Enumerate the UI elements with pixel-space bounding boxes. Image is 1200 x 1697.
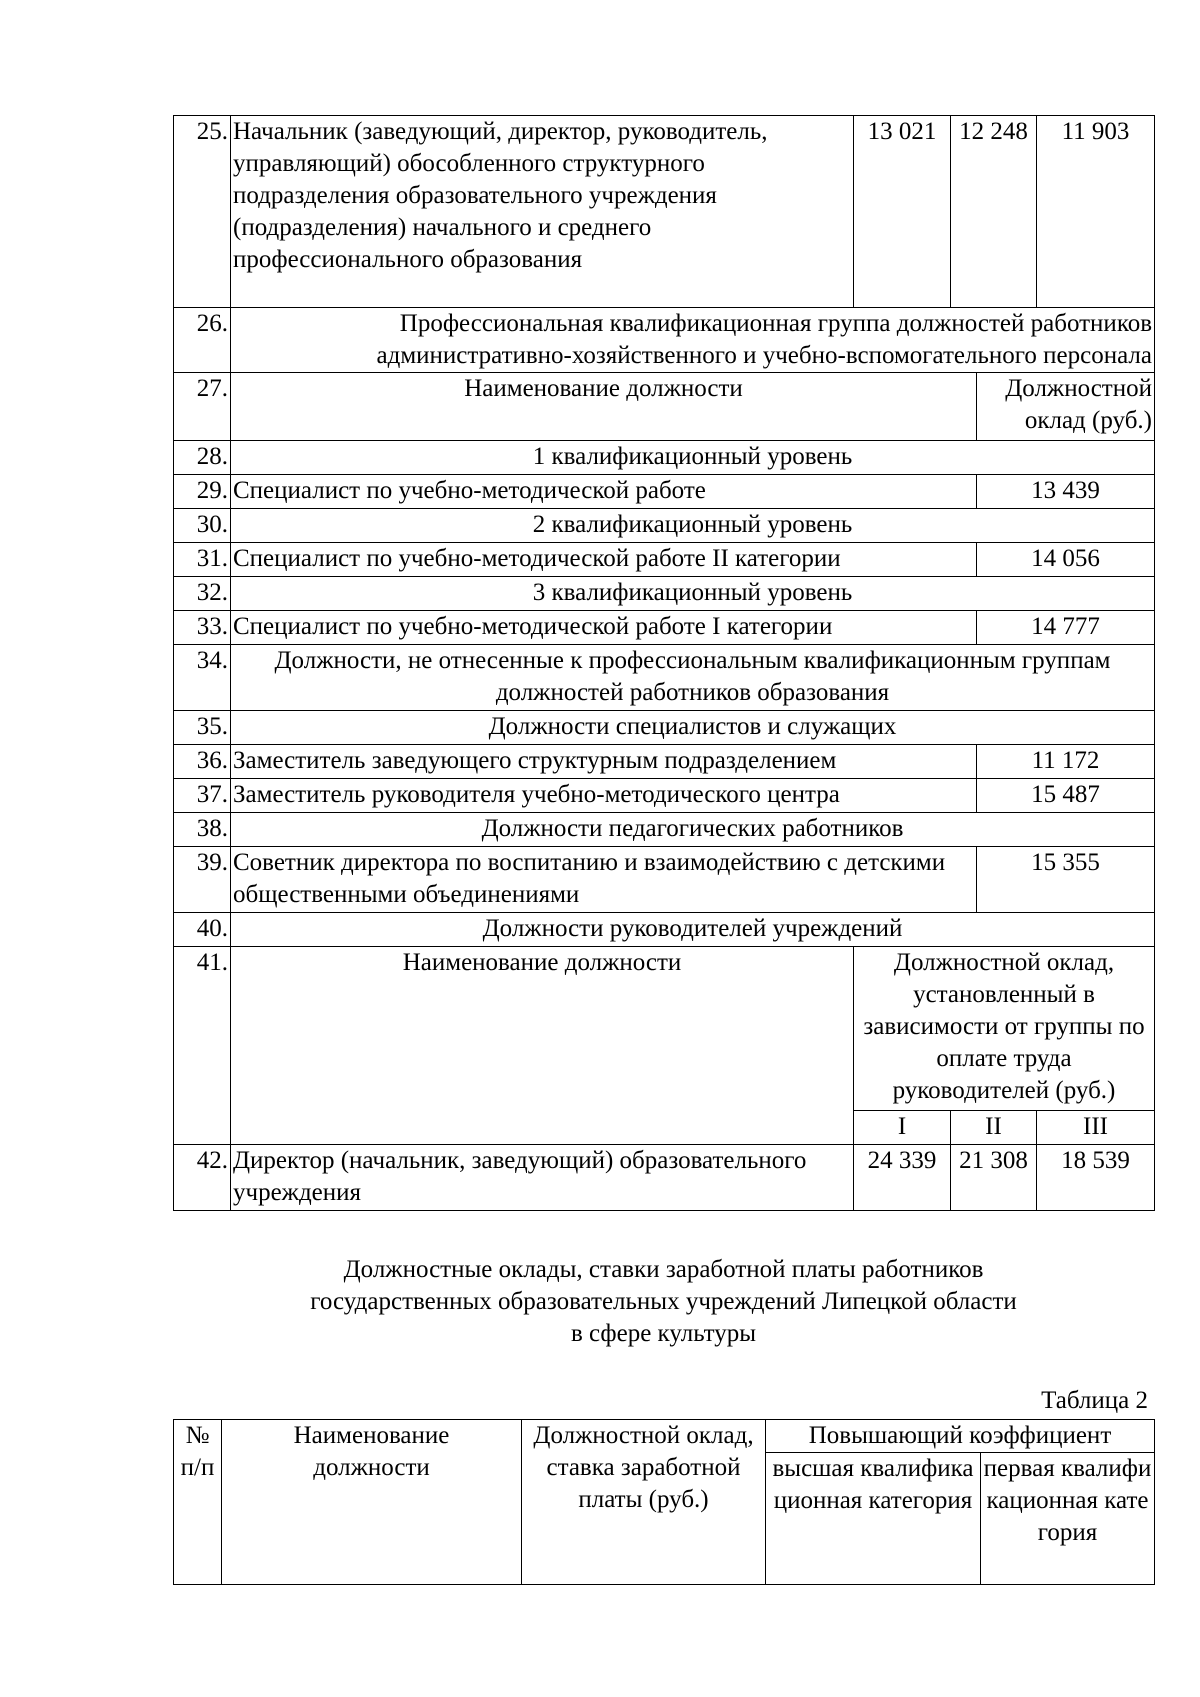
- row-number: 40.: [174, 913, 231, 947]
- table-row: [174, 711, 1155, 745]
- position-name: Специалист по учебно-методической работе I категории: [231, 611, 977, 645]
- table-row: [174, 947, 1155, 1111]
- salary-column-header: Должностной оклад, ставка заработной платы (руб.): [522, 1420, 766, 1585]
- table-row: [174, 813, 1155, 847]
- row-number: 26.: [174, 308, 231, 373]
- table-row: [174, 1420, 1155, 1453]
- row-number: 32.: [174, 577, 231, 611]
- row-number: 42.: [174, 1145, 231, 1211]
- salary-table-1: [173, 115, 1155, 1211]
- table-row: [174, 913, 1155, 947]
- position-name: Заместитель заведующего структурным подразделением: [231, 745, 977, 779]
- row-number: 28.: [174, 441, 231, 475]
- name-column-header: Наименование должности: [231, 947, 854, 1145]
- row-number: 36.: [174, 745, 231, 779]
- salary-group-2: 12 248: [951, 116, 1037, 308]
- name-column-header: Наименование должности: [222, 1420, 522, 1585]
- row-number: 37.: [174, 779, 231, 813]
- row-number: 25.: [174, 116, 231, 308]
- category-heading: Должности педагогических работников: [231, 813, 1155, 847]
- table-row: [174, 116, 1155, 308]
- highest-category-header: высшая квалификационная категория: [766, 1453, 981, 1585]
- group-heading: Должности, не отнесенные к профессиональным квалификационным группам должностей работников образования: [231, 645, 1155, 711]
- level-heading: 2 квалификационный уровень: [231, 509, 1155, 543]
- caption-line: в сфере культуры: [570, 1320, 757, 1347]
- category-heading: Должности руководителей учреждений: [231, 913, 1155, 947]
- row-number: 41.: [174, 947, 231, 1145]
- salary-value: 14 056: [977, 543, 1155, 577]
- group-heading: Профессиональная квалификационная группа должностей работников административно-хозяйственного и учебно-вспомогательного персонала: [231, 308, 1155, 373]
- level-heading: 1 квалификационный уровень: [231, 441, 1155, 475]
- salary-group-3: 11 903: [1037, 116, 1155, 308]
- section-caption: [173, 1254, 1154, 1350]
- position-name: Специалист по учебно-методической работе II категории: [231, 543, 977, 577]
- position-name: Директор (начальник, заведующий) образовательного учреждения: [231, 1145, 854, 1211]
- salary-value: 11 172: [977, 745, 1155, 779]
- salary-value: 15 355: [977, 847, 1155, 913]
- table-row: [174, 645, 1155, 711]
- table-row: [174, 611, 1155, 645]
- row-number: 31.: [174, 543, 231, 577]
- position-name: Заместитель руководителя учебно-методического центра: [231, 779, 977, 813]
- table-label: Таблица 2: [1041, 1387, 1148, 1414]
- caption-line: Должностные оклады, ставки заработной платы работников: [343, 1256, 984, 1283]
- salary-group-3: 18 539: [1037, 1145, 1155, 1211]
- table-row: [174, 543, 1155, 577]
- number-column-header: № п/п: [174, 1420, 222, 1585]
- group-1-header: I: [854, 1111, 951, 1145]
- row-number: 35.: [174, 711, 231, 745]
- row-number: 33.: [174, 611, 231, 645]
- salary-value: 15 487: [977, 779, 1155, 813]
- table-row: [174, 779, 1155, 813]
- row-number: 39.: [174, 847, 231, 913]
- table-row: [174, 373, 1155, 441]
- salary-value: 14 777: [977, 611, 1155, 645]
- table-row: [174, 441, 1155, 475]
- table-row: [174, 577, 1155, 611]
- salary-group-1: 13 021: [854, 116, 951, 308]
- group-2-header: II: [951, 1111, 1037, 1145]
- level-heading: 3 квалификационный уровень: [231, 577, 1155, 611]
- salary-table-2: [173, 1419, 1155, 1585]
- caption-line: государственных образовательных учреждений Липецкой области: [310, 1288, 1017, 1315]
- position-name: Специалист по учебно-методической работе: [231, 475, 977, 509]
- table-row: [174, 475, 1155, 509]
- category-heading: Должности специалистов и служащих: [231, 711, 1155, 745]
- group-3-header: III: [1037, 1111, 1155, 1145]
- table-row: [174, 847, 1155, 913]
- salary-group-2: 21 308: [951, 1145, 1037, 1211]
- row-number: 27.: [174, 373, 231, 441]
- table-row: [174, 745, 1155, 779]
- salary-value: 13 439: [977, 475, 1155, 509]
- first-category-header: первая квалификационная категория: [981, 1453, 1155, 1585]
- salary-column-header: Должностной оклад (руб.): [977, 373, 1155, 441]
- row-number: 34.: [174, 645, 231, 711]
- position-name: Начальник (заведующий, директор, руководитель, управляющий) обособленного структурного подразделения образовательного учреждения (подразделения) начального и среднего профессионального образования: [231, 116, 854, 308]
- table-row: [174, 1145, 1155, 1211]
- name-column-header: Наименование должности: [231, 373, 977, 441]
- table-row: [174, 308, 1155, 373]
- position-name: Советник директора по воспитанию и взаимодействию с детскими общественными объединениями: [231, 847, 977, 913]
- row-number: 29.: [174, 475, 231, 509]
- salary-group-1: 24 339: [854, 1145, 951, 1211]
- row-number: 38.: [174, 813, 231, 847]
- row-number: 30.: [174, 509, 231, 543]
- salary-column-header: Должностной оклад, установленный в зависимости от группы по оплате труда руководителей (руб.): [854, 947, 1155, 1111]
- coefficient-column-header: Повышающий коэффициент: [766, 1420, 1155, 1453]
- table-row: [174, 509, 1155, 543]
